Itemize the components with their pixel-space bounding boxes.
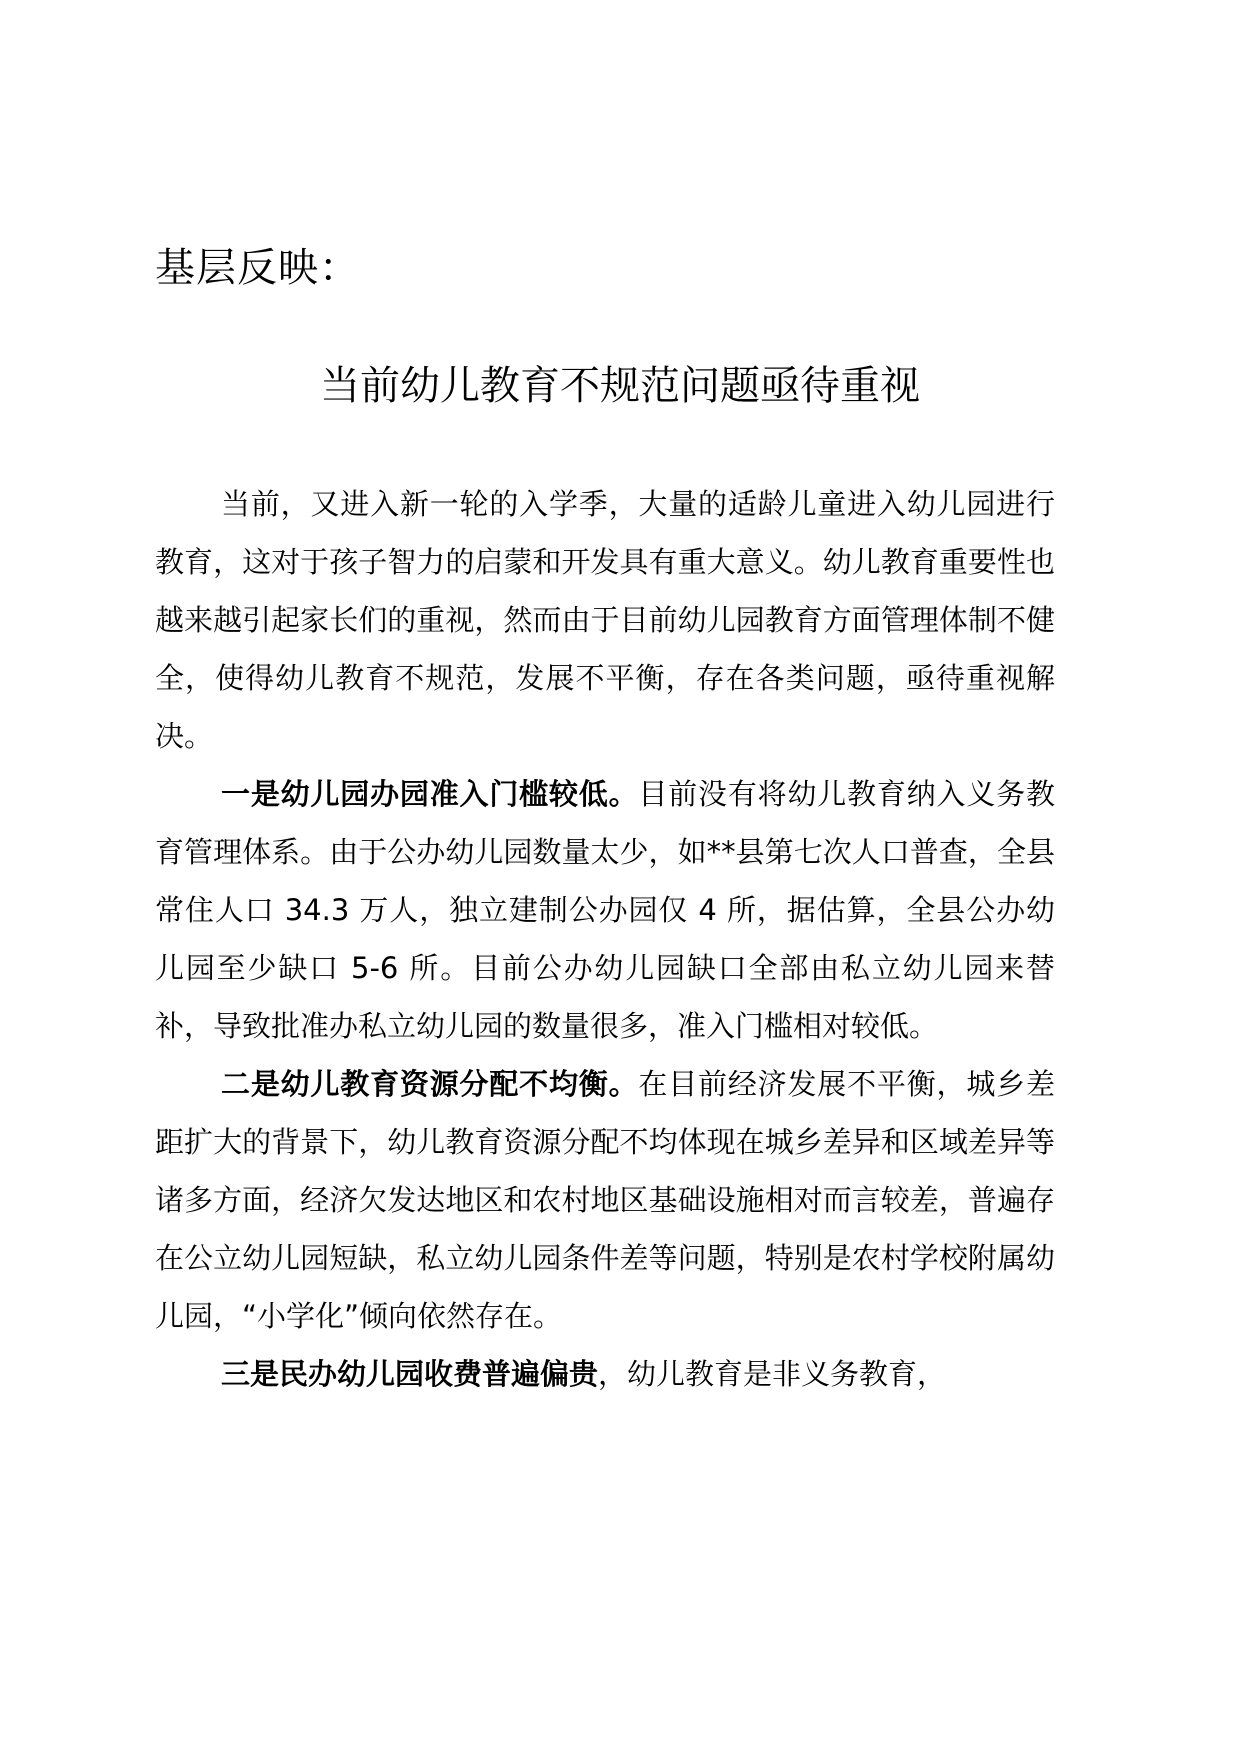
paragraph-point-1	[155, 765, 1055, 1055]
paragraph-text: 目前没有将幼儿教育纳入义务教育管理体系。由于公办幼儿园数量太少，如**县第七次人口普查，全县常住人口 34.3 万人，独立建制公办园仅 4 所，据估算，全县公办幼儿园至少缺口 5-6 所。目前公办幼儿园缺口全部由私立幼儿园来替补，导致批准办私立幼儿园的数量很多，准入门槛相对较低。	[155, 777, 1055, 1043]
document-title: 当前幼儿教育不规范问题亟待重视	[320, 363, 920, 409]
paragraph-text: 在目前经济发展不平衡，城乡差距扩大的背景下，幼儿教育资源分配不均体现在城乡差异和区域差异等诸多方面，经济欠发达地区和农村地区基础设施相对而言较差，普遍存在公立幼儿园短缺，私立幼儿园条件差等问题，特别是农村学校附属幼儿园，“小学化”倾向依然存在。	[155, 1067, 1055, 1333]
paragraph-lead: 三是民办幼儿园收费普遍偏贵	[221, 1357, 599, 1391]
document-body	[155, 475, 1055, 1403]
paragraph-point-3	[155, 1345, 1055, 1403]
paragraph-text: 当前，又进入新一轮的入学季，大量的适龄儿童进入幼儿园进行教育，这对于孩子智力的启蒙和开发具有重大意义。幼儿教育重要性也越来越引起家长们的重视，然而由于目前幼儿园教育方面管理体制不健全，使得幼儿教育不规范，发展不平衡，存在各类问题，亟待重视解决。	[155, 487, 1055, 753]
paragraph-text: ，幼儿教育是非义务教育，	[598, 1357, 947, 1391]
paragraph-lead: 二是幼儿教育资源分配不均衡。	[221, 1067, 639, 1101]
paragraph-point-2	[155, 1055, 1055, 1345]
paragraph-intro	[155, 475, 1055, 765]
document-heading: 基层反映：	[155, 245, 360, 291]
paragraph-lead: 一是幼儿园办园准入门槛较低。	[221, 777, 639, 811]
